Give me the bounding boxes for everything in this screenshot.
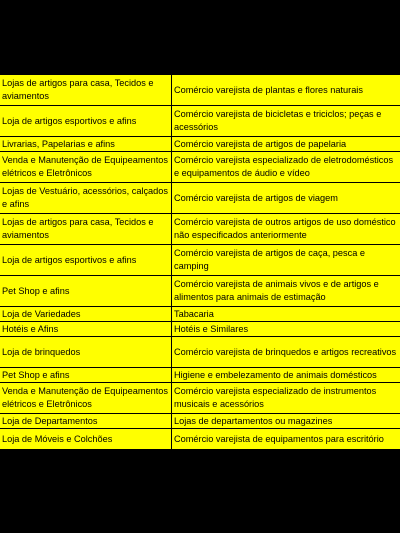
table-cell-category[interactable]: Livrarias, Papelarias e afins [0,137,171,151]
table-cell-activity[interactable]: Lojas de departamentos ou magazines [172,414,400,428]
table-cell-activity[interactable]: Comércio varejista especializado de instrumentos musicais e acessórios [172,383,400,413]
table-cell-activity[interactable]: Comércio varejista especializado de eletrodomésticos e equipamentos de áudio e vídeo [172,152,400,182]
table-cell-category[interactable]: Loja de Móveis e Colchões [0,429,171,449]
table-cell-category[interactable]: Hotéis e Afins [0,322,171,336]
table-cell-category[interactable]: Lojas de artigos para casa, Tecidos e aviamentos [0,75,171,105]
table-cell-activity[interactable]: Comércio varejista de artigos de viagem [172,183,400,213]
table-cell-activity[interactable]: Comércio varejista de artigos de caça, pesca e camping [172,245,400,275]
table-cell-activity[interactable]: Comércio varejista de brinquedos e artigos recreativos [172,337,400,367]
table-cell-category[interactable]: Lojas de Vestuário, acessórios, calçados e afins [0,183,171,213]
table-cell-category[interactable]: Lojas de artigos para casa, Tecidos e aviamentos [0,214,171,244]
table-cell-activity[interactable]: Comércio varejista de outros artigos de uso doméstico não especificados anteriormente [172,214,400,244]
table-cell-category[interactable]: Pet Shop e afins [0,368,171,382]
table-cell-activity[interactable]: Higiene e embelezamento de animais domésticos [172,368,400,382]
table-cell-category[interactable]: Pet Shop e afins [0,276,171,306]
table-cell-category[interactable]: Venda e Manutenção de Equipeamentos elétricos e Eletrônicos [0,152,171,182]
table-cell-activity[interactable]: Comércio varejista de bicicletas e triciclos; peças e acessórios [172,106,400,136]
table-cell-category[interactable]: Loja de brinquedos [0,337,171,367]
table-cell-category[interactable]: Loja de artigos esportivos e afins [0,245,171,275]
table-cell-activity[interactable]: Hotéis e Similares [172,322,400,336]
table-cell-category[interactable]: Loja de artigos esportivos e afins [0,106,171,136]
spreadsheet-table [0,75,400,458]
table-cell-category[interactable]: Venda e Manutenção de Equipeamentos elétricos e Eletrônicos [0,383,171,413]
table-cell-category[interactable]: Loja de Departamentos [0,414,171,428]
table-cell-activity[interactable]: Comércio varejista de artigos de papelaria [172,137,400,151]
table-cell-category[interactable]: Loja de Variedades [0,307,171,321]
table-cell-activity[interactable]: Tabacaria [172,307,400,321]
table-cell-activity[interactable]: Comércio varejista de plantas e flores naturais [172,75,400,105]
table-cell-activity[interactable]: Comércio varejista de equipamentos para escritório [172,429,400,449]
table-cell-activity[interactable]: Comércio varejista de animais vivos e de artigos e alimentos para animais de estimação [172,276,400,306]
